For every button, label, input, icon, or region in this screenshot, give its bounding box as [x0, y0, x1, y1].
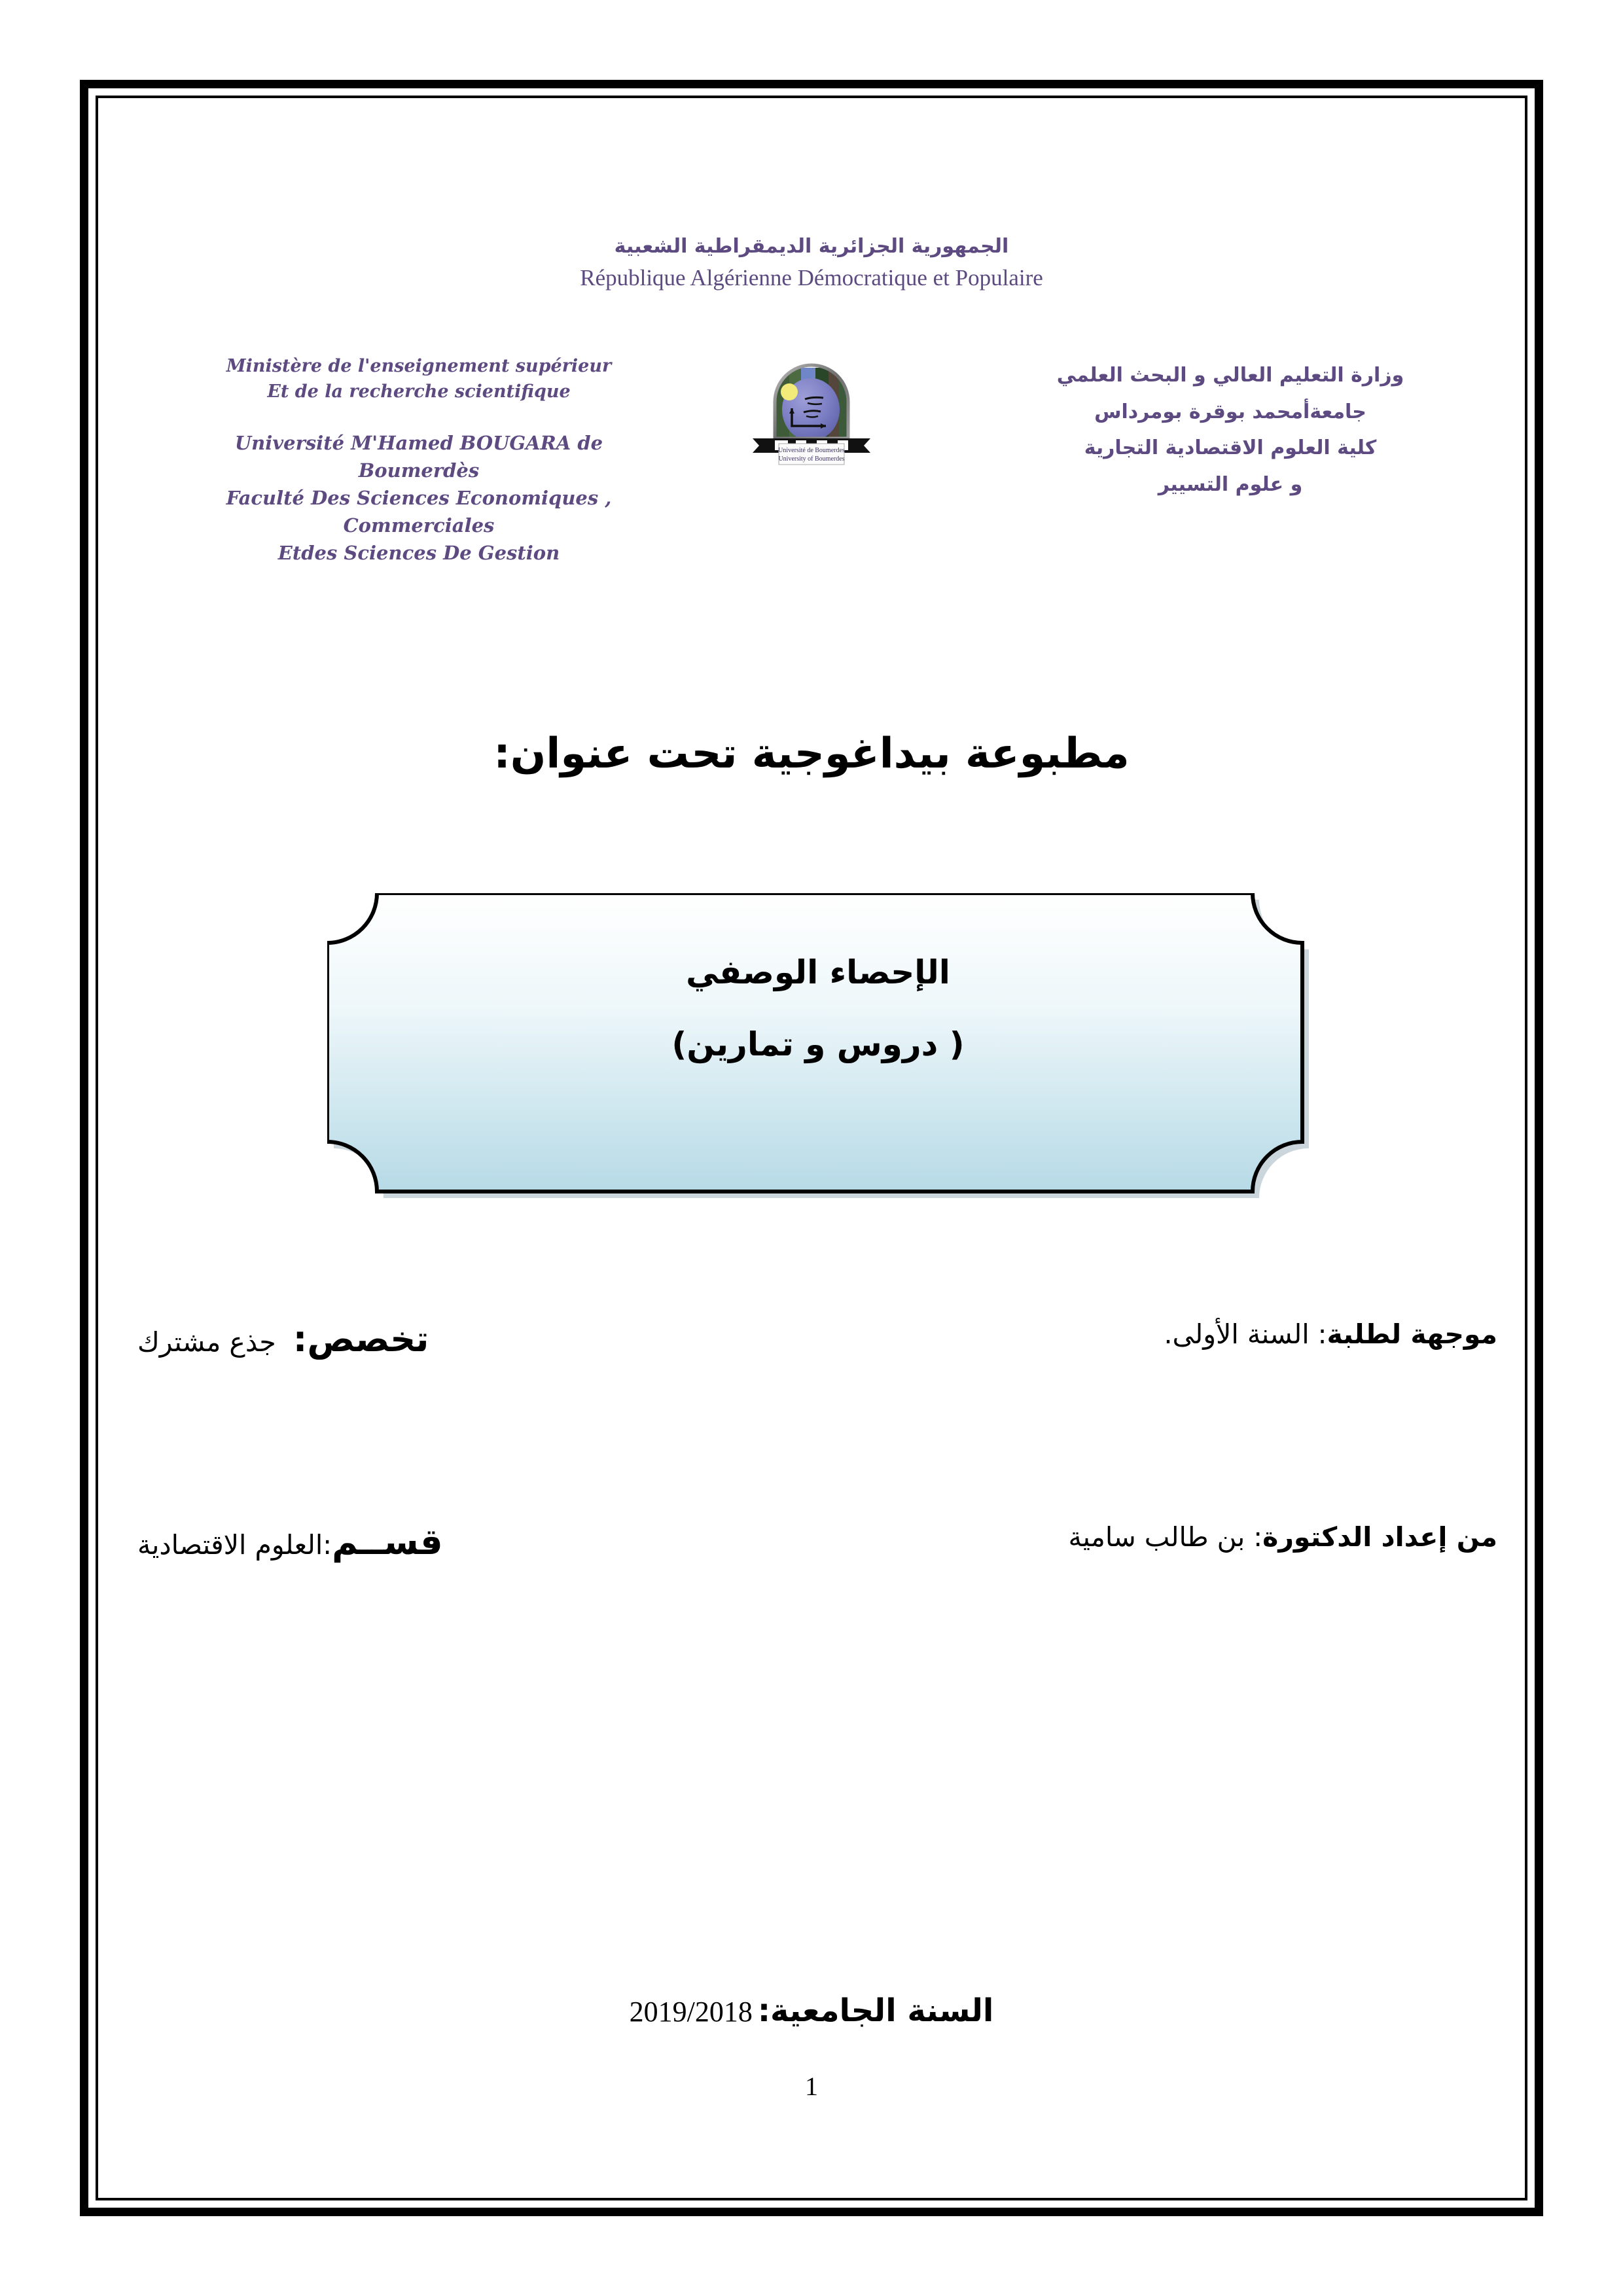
university-ar: جامعةأمحمد بوقرة بومرداس — [1094, 400, 1366, 423]
author-value: : بن طالب سامية — [1068, 1521, 1263, 1553]
university-logo-icon — [749, 361, 874, 472]
title-line-2: ( دروس و تمارين) — [671, 1025, 965, 1063]
university-logo — [749, 361, 874, 472]
national-header-french: République Algérienne Démocratique et Populaire — [580, 264, 1043, 291]
info-row-author — [105, 1521, 1518, 1580]
faculty-ar-line2: و علوم التسيير — [1158, 472, 1303, 496]
national-header — [105, 234, 1518, 292]
author-label: من إعداد الدكتورة — [1262, 1521, 1497, 1553]
svg-text:Université de Boumerdes: Université de Boumerdes — [778, 447, 845, 454]
academic-year-label: السنة الجامعية: — [757, 1992, 994, 2029]
institution-french-block — [190, 353, 648, 567]
ministry-ar: وزارة التعليم العالي و البحث العلمي — [1056, 364, 1404, 387]
page-content — [105, 105, 1518, 2191]
faculty-fr-line1: Faculté Des Sciences Economiques , Commerciales — [226, 487, 612, 537]
audience-field — [1164, 1318, 1497, 1350]
national-header-arabic: الجمهورية الجزائرية الديمقراطية الشعبية — [614, 235, 1009, 258]
academic-year — [105, 1992, 1518, 2029]
info-row-audience — [105, 1318, 1518, 1377]
title-plaque-text — [327, 893, 1309, 1202]
title-line-1: الإحصاء الوصفي — [686, 953, 950, 991]
speciality-field — [137, 1318, 429, 1360]
audience-label: موجهة لطلبة — [1327, 1318, 1497, 1350]
speciality-label: تخصص: — [293, 1318, 429, 1360]
ministry-fr-line2: Et de la recherche scientifique — [267, 381, 571, 402]
svg-text:University of Boumerdes: University of Boumerdes — [778, 455, 845, 463]
department-value: :العلوم الاقتصادية — [137, 1529, 332, 1561]
institution-arabic-block — [995, 357, 1466, 503]
department-label: قســم — [332, 1521, 443, 1563]
speciality-value: جذع مشترك — [137, 1326, 276, 1358]
faculty-ar-line1: كلية العلوم الاقتصادية التجارية — [1084, 436, 1377, 459]
main-heading: مطبوعة بيداغوجية تحت عنوان: — [493, 730, 1130, 778]
academic-year-value: 2019/2018 — [629, 1996, 753, 2028]
institution-band — [105, 353, 1518, 565]
author-field — [1069, 1521, 1497, 1553]
university-fr: Université M'Hamed BOUGARA de Boumerdès — [234, 432, 603, 482]
audience-value: : السنة الأولى. — [1164, 1318, 1327, 1350]
department-field — [137, 1521, 443, 1563]
title-plaque — [327, 893, 1309, 1202]
page-number: 1 — [805, 2072, 818, 2101]
faculty-fr-line2: Etdes Sciences De Gestion — [277, 542, 560, 565]
ministry-fr-line1: Ministère de l'enseignement supérieur — [226, 356, 612, 376]
